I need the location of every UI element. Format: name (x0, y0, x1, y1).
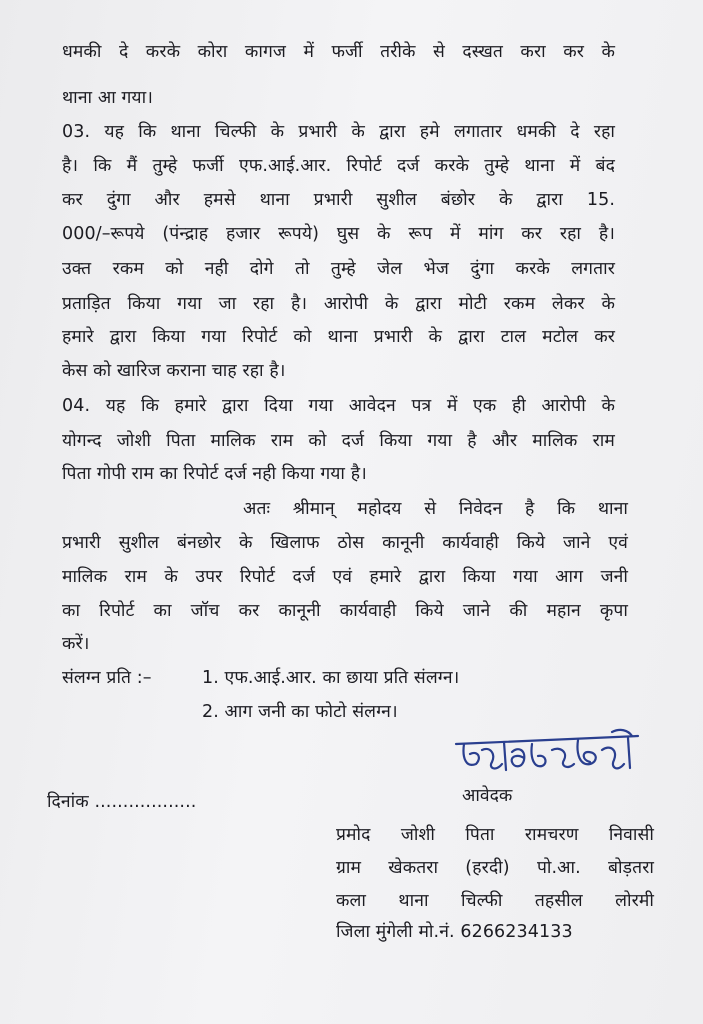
letter-line: मालिक राम के उपर रिपोर्ट दर्ज एवं हमारे द्वारा किया गया आग जनी (62, 567, 628, 587)
address-line: ग्राम खेकतरा (हरदी) पो.आ. बोड़तरा (336, 858, 654, 878)
letter-line: प्रताड़ित किया गया जा रहा है। आरोपी के द्वारा मोटी रकम लेकर के (62, 294, 615, 314)
enclosure-item: 1. एफ.आई.आर. का छाया प्रति संलग्न। (202, 668, 460, 688)
letter-line: कर दुंगा और हमसे थाना प्रभारी सुशील बंछोर के द्वारा 15. (62, 190, 615, 210)
letter-line: है। कि मैं तुम्हे फर्जी एफ.आई.आर. रिपोर्ट दर्ज करके तुम्हे थाना में बंद (62, 156, 615, 176)
letter-line: प्रभारी सुशील बंनछोर के खिलाफ ठोस कानूनी कार्यवाही किये जाने एवं (62, 533, 628, 553)
address-line: जिला मुंगेली मो.नं. 6266234133 (336, 922, 573, 942)
letter-line: 03. यह कि थाना चिल्फी के प्रभारी के द्वारा हमे लगातार धमकी दे रहा (62, 122, 615, 142)
letter-line: धमकी दे करके कोरा कागज में फर्जी तरीके से दस्खत करा कर के (62, 42, 615, 62)
enclosure-label: संलग्न प्रति :– (62, 668, 152, 688)
applicant-label: आवेदक (462, 786, 513, 806)
letter-line: उक्त रकम को नही दोगे तो तुम्हे जेल भेज दुंगा करके लगतार (62, 259, 615, 279)
letter-line: केस को खारिज कराना चाह रहा है। (62, 361, 286, 381)
address-line: कला थाना चिल्फी तहसील लोरमी (336, 891, 654, 911)
address-line: प्रमोद जोशी पिता रामचरण निवासी (336, 825, 654, 845)
letter-line: करें। (62, 634, 90, 654)
handwritten-signature (452, 728, 642, 780)
letter-line: योगन्द जोशी पिता मालिक राम को दर्ज किया गया है और मालिक राम (62, 431, 615, 451)
date-field: दिनांक .................. (47, 792, 197, 812)
letter-line: का रिपोर्ट का जॉच कर कानूनी कार्यवाही किये जाने की महान कृपा (62, 601, 628, 621)
enclosure-item: 2. आग जनी का फोटो संलग्न। (202, 702, 398, 722)
letter-line: 04. यह कि हमारे द्वारा दिया गया आवेदन पत्र में एक ही आरोपी के (62, 396, 615, 416)
letter-line: थाना आ गया। (62, 88, 153, 108)
letter-line: हमारे द्वारा किया गया रिपोर्ट को थाना प्रभारी के द्वारा टाल मटोल कर (62, 327, 615, 347)
letter-line: अतः श्रीमान् महोदय से निवेदन है कि थाना (243, 499, 628, 519)
letter-line: 000/–रूपये (पंन्द्राह हजार रूपये) घुस के रूप में मांग कर रहा है। (62, 224, 615, 244)
letter-line: पिता गोपी राम का रिपोर्ट दर्ज नही किया गया है। (62, 464, 367, 484)
